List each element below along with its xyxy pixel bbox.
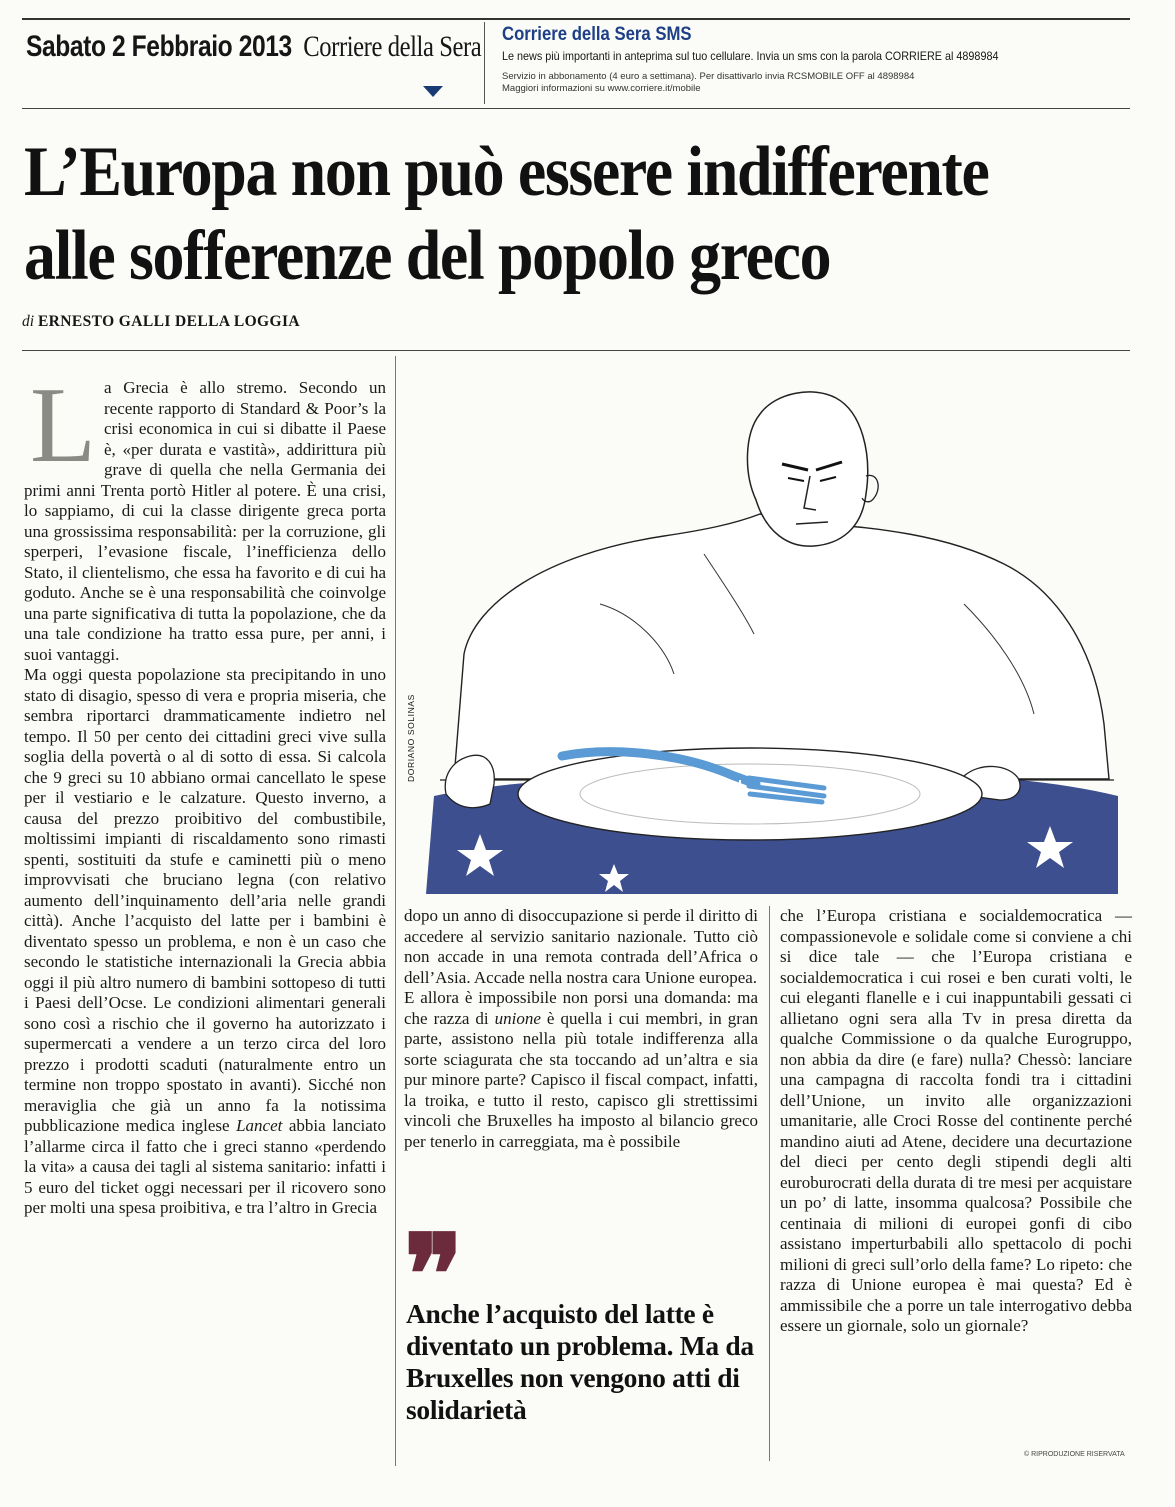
paragraph-2-text: Ma oggi questa popolazione sta precipitando in uno stato di disagio, spesso di vera e propria miseria, che sembra riportarci drammaticamente indietro nel tempo. Il 50 per cento dei cittadini greci vive sulla soglia della povertà o al di sotto di essa. Si calcola che 9 greci su 10 abbiano ormai cancellato le spese per il vestiario e le calzature. Questo inverno, a causa del prezzo proibitivo del combustibile, moltissimi impianti di riscaldamento sono rimasti spenti, sostituiti da stufe e caminetti più o meno improvvisati che bruciano legna (con relativo aumento dell’inquinamento dell’aria nelle grandi città). Anche l’acquisto del latte per i bambini è diventato spesso un problema, e non è un caso che secondo le statistiche internazionali la Grecia abbia oggi il più altro numero di bambini sottopeso di tutti i Paesi dell’Ocse. Le condizioni alimentari generali sono così a rischio che il governo ha autorizzato i supermercati a vendere a un terzo circa del loro prezzo i prodotti scaduti (naturalmente entro un termine non troppo spostato in avanti). Sicché non meraviglia che già un anno fa la notissima pubblicazione medica inglese	[24, 665, 386, 1135]
col2-text-c: è quella i cui membri, in gran parte, assistono nella più totale indifferenza alla sorte sciagurata che sta toccando ad un’altra e sia pur minore parte? Capisco il fiscal compact, infatti, la troika, e tutto il resto, capisco gli strettissimi vincoli che Bruxelles ha imposto al bilancio greco per tenerlo in carreggiata, ma è possibile	[404, 1008, 758, 1151]
masthead	[0, 0, 1175, 112]
paragraph-1-text: a Grecia è allo stremo. Secondo un recente rapporto di Standard & Poor’s la crisi economica in cui si dibatte il Paese è, «per durata e vastità», addirittura più grave di quella che nella Germania dei primi anni Trenta portò Hitler al potere. È una crisi, lo sappiamo, di cui la classe dirigente greca porta una grossissima responsabilità: per la corruzione, gli sperperi, l’evasione fiscale, l’inefficienza dello Stato, il clientelismo, che essa ha favorito e di cui ha goduto. Anche se è una responsabilità che coinvolge una parte significativa di tutta la popolazione, che da una tale condizione ha tratto essa pure, per anni, i suoi vantaggi.	[24, 378, 386, 664]
sms-line-3: Maggiori informazioni su www.corriere.it/mobile	[502, 83, 701, 94]
article-column-1	[24, 366, 386, 1219]
sms-promo	[502, 24, 1142, 94]
sms-line-1: Le news più importanti in anteprima sul tuo cellulare. Invia un sms con la parola CORRIERE al 4898984	[502, 49, 999, 63]
date-text: Sabato 2 Febbraio 2013	[26, 30, 292, 63]
headline	[24, 130, 1032, 298]
article-column-3	[780, 906, 1132, 1337]
col2-text-b: E allora è impossibile non porsi una domanda: ma che razza di	[404, 988, 758, 1028]
column-divider-2	[769, 906, 770, 1461]
down-arrow-icon	[423, 86, 443, 97]
copyright-notice: © RIPRODUZIONE RISERVATA	[1024, 1451, 1125, 1458]
byline-prefix: di	[22, 313, 35, 330]
headline-line-1: L’Europa non può essere indifferente	[24, 133, 989, 211]
lancet-italic: Lancet	[236, 1116, 283, 1135]
quote-mark-icon: ❞	[404, 1210, 464, 1339]
paragraph-2	[24, 665, 386, 1219]
sms-title: Corriere della Sera SMS	[502, 24, 692, 45]
col2-paragraph-1: dopo un anno di disoccupazione si perde il diritto di accedere al servizio sanitario nazionale. Tutto ciò non accade in una remota contrada dell’Africa o dell’Asia. Accade nella nostra cara Unione europea.	[404, 906, 758, 987]
col3-paragraph: che l’Europa cristiana e socialdemocratica — compassionevole e solidale come si conviene a chi si dice tale — che l’Europa cristiana e socialdemocratica i cui rosei e ben curati volti, le cui eleganti flanelle e i cui inappuntabili gessati ci allietano ogni sera alla Tv in presa diretta da qualche Commissione o da qualche Eurogruppo, non abbia da dire (e fare) nulla? Chessò: lanciare una campagna di raccolta fondi tra i cittadini dell’Unione, un invito alle organizzazioni umanitarie, alle Croci Rosse del continente perché mandino aiuti ad Atene, decidere una decurtazione del dieci per cento degli stipendi degli alti euroburocrati della durata di tre mesi per acquistare un po’ di latte, insomma qualcosa? Possibile che centinaia di milioni di europei gonfi di cibo assistano imperturbabili allo spettacolo di pochi milioni di greci sull’orlo della fame? Lo ripeto: che razza di Unione europea è mai questa? Ed è ammissibile che a porre un tale interrogativo debba essere un giornale, solo un giornale?	[780, 906, 1132, 1335]
byline	[22, 313, 300, 331]
illustration	[404, 364, 1132, 894]
left-hand	[445, 755, 494, 807]
byline-author: ERNESTO GALLI DELLA LOGGIA	[37, 313, 301, 330]
illustration-drawing	[404, 364, 1132, 894]
article-column-2	[404, 906, 758, 1152]
masthead-top-rule	[22, 18, 1130, 20]
figure-body	[454, 514, 1109, 779]
pull-quote: Anche l’acquisto del latte è diventato un problema. Ma da Bruxelles non vengono atti di solidarietà	[406, 1298, 754, 1425]
unione-italic: unione	[494, 1008, 541, 1028]
byline-rule	[22, 350, 1130, 351]
paper-name: Corriere della Sera	[303, 30, 482, 63]
drop-cap: L	[30, 366, 96, 485]
masthead-bottom-rule	[22, 108, 1130, 109]
headline-line-2: alle sofferenze del popolo greco	[24, 217, 831, 295]
sms-line-2: Servizio in abbonamento (4 euro a settimana). Per disattivarlo invia RCSMOBILE OFF al 4898984	[502, 71, 915, 82]
column-divider-1	[395, 356, 396, 1466]
masthead-divider	[484, 22, 485, 104]
illustration-credit: DORIANO SOLINAS	[406, 694, 416, 782]
paragraph-2-end: abbia lanciato l’allarme circa il fatto che i greci stanno «perdendo la vita» a causa dei tagli al sistema sanitario: infatti i 5 euro del ticket oggi necessari per il ricovero sono per molti una spesa proibitiva, e tra l’altro in Grecia	[24, 1116, 386, 1217]
col2-paragraph-2	[404, 988, 758, 1152]
masthead-date	[26, 30, 481, 64]
